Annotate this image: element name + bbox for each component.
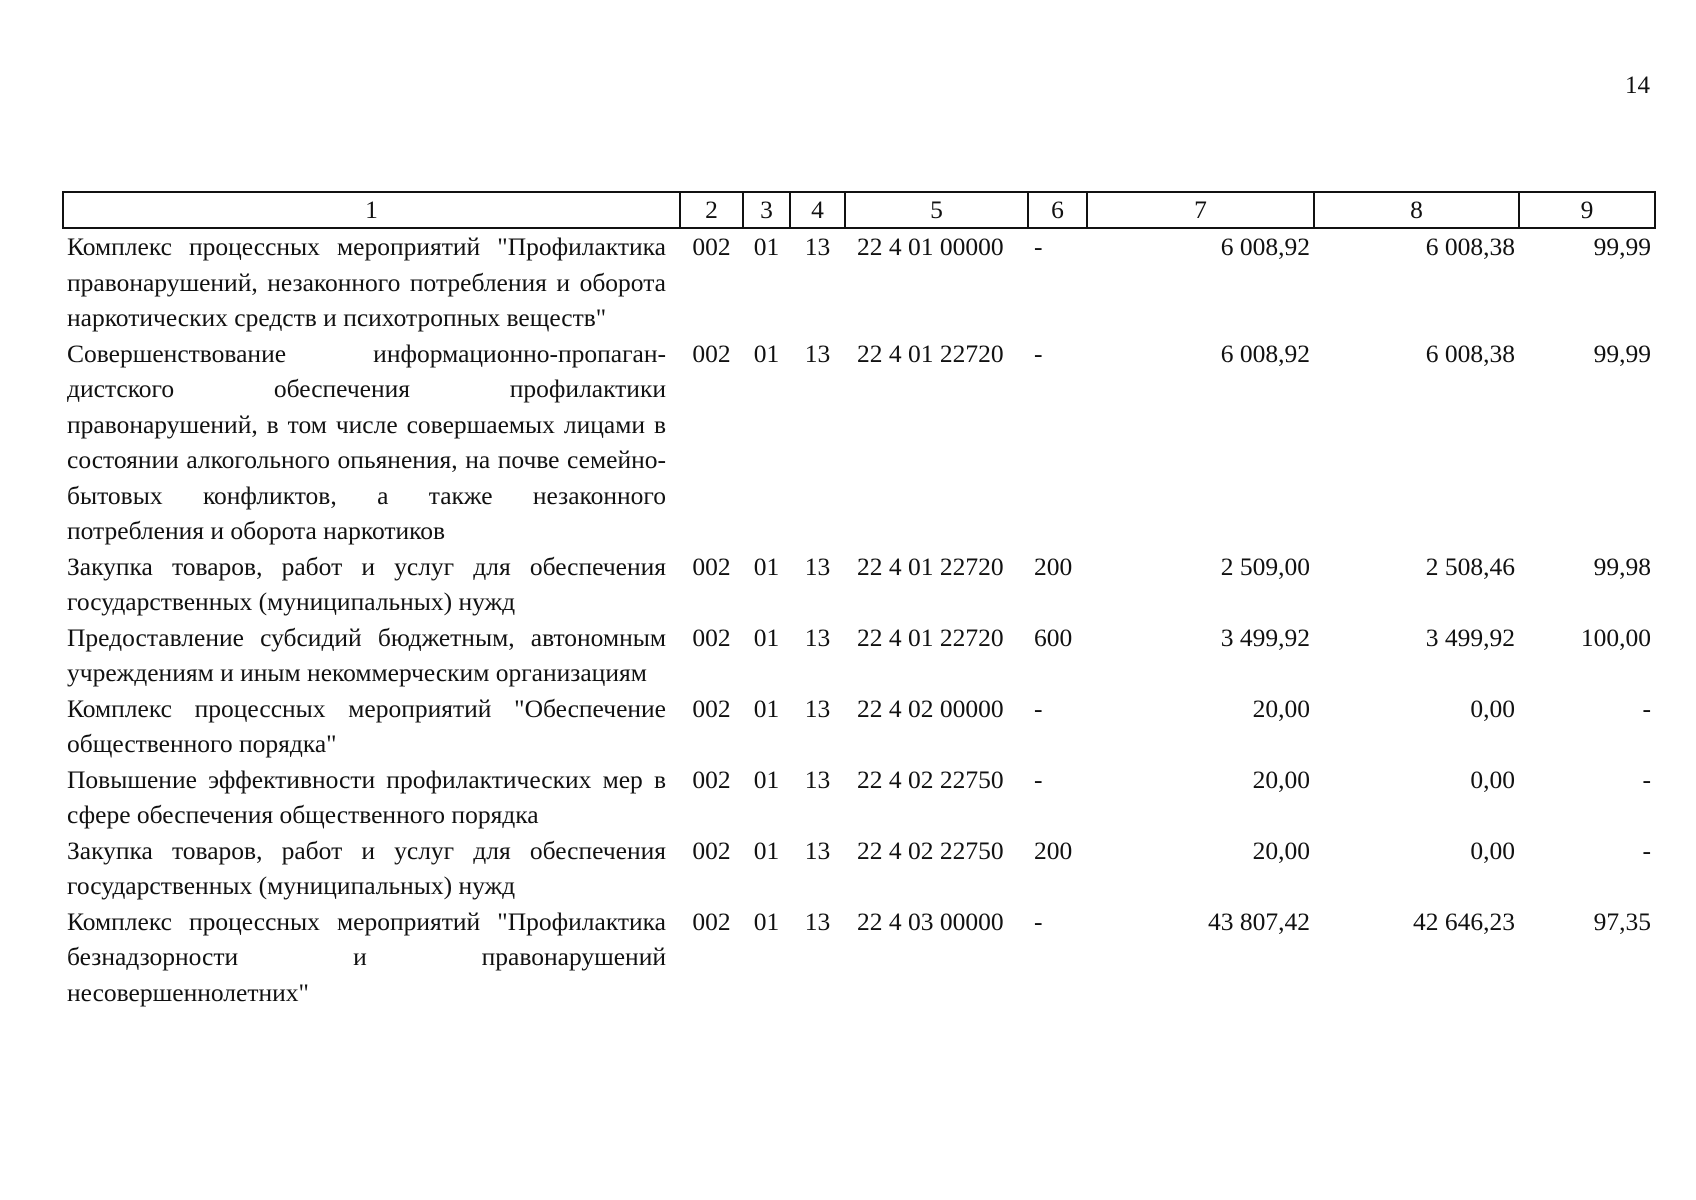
- column-header-plan: 7: [1087, 192, 1314, 228]
- row-section: 01: [753, 338, 780, 368]
- row-section: 01: [753, 551, 780, 581]
- row-grbs: 002: [692, 232, 731, 261]
- row-expense-type: 600: [1034, 622, 1073, 652]
- row-expense-type: -: [1034, 338, 1043, 368]
- row-fact: 0,00: [1470, 764, 1515, 794]
- table-row: [63, 336, 1655, 549]
- row-subsection: 13: [804, 693, 831, 723]
- row-section: 01: [753, 764, 780, 794]
- row-plan: 2 509,00: [1220, 551, 1310, 581]
- row-fact: 0,00: [1470, 835, 1515, 865]
- table-row: [63, 904, 1655, 1011]
- row-fact: 6 008,38: [1425, 338, 1515, 368]
- row-percent: 99,98: [1593, 551, 1651, 581]
- row-expense-type: -: [1034, 693, 1043, 723]
- row-fact: 6 008,38: [1425, 232, 1515, 261]
- row-name: Совершенствование информационно-пропаган-дистского обеспечения профилактики правонарушений, в том числе совершаемых лицами в состоянии алкогольного опьянения, на почве семейно-бытовых конфликтов, а также незаконного потребления и оборота наркотиков: [67, 338, 666, 545]
- table-row: [63, 762, 1655, 833]
- row-percent: 99,99: [1593, 338, 1651, 368]
- row-expense-type: -: [1034, 232, 1043, 261]
- row-percent: -: [1642, 693, 1651, 723]
- row-plan: 3 499,92: [1220, 622, 1310, 652]
- row-grbs: 002: [692, 764, 731, 794]
- row-grbs: 002: [692, 551, 731, 581]
- table-row: [63, 833, 1655, 904]
- row-percent: 97,35: [1593, 906, 1651, 936]
- row-name: Комплекс процессных мероприятий "Профилактика правонарушений, незаконного потребления и оборота наркотических средств и психотропных веществ": [67, 232, 666, 332]
- row-target-item: 22 4 02 22750: [857, 835, 1004, 865]
- table-header-row: [63, 192, 1655, 228]
- row-name: Комплекс процессных мероприятий "Профилактика безнадзорности и правонарушений несовершеннолетних": [67, 906, 666, 1007]
- row-fact: 0,00: [1470, 693, 1515, 723]
- row-plan: 43 807,42: [1208, 906, 1310, 936]
- row-subsection: 13: [804, 551, 831, 581]
- row-section: 01: [753, 693, 780, 723]
- row-target-item: 22 4 01 22720: [857, 622, 1004, 652]
- row-expense-type: 200: [1034, 551, 1073, 581]
- row-grbs: 002: [692, 622, 731, 652]
- row-target-item: 22 4 01 22720: [857, 551, 1004, 581]
- row-name: Закупка товаров, работ и услуг для обеспечения государственных (муниципальных) нужд: [67, 835, 666, 900]
- row-percent: -: [1642, 764, 1651, 794]
- row-name: Предоставление субсидий бюджетным, автономным учреждениям и иным некоммерческим организациям: [67, 622, 666, 687]
- row-section: 01: [753, 232, 780, 261]
- row-expense-type: -: [1034, 764, 1043, 794]
- budget-execution-table: [62, 191, 1656, 1010]
- row-subsection: 13: [804, 232, 831, 261]
- row-plan: 6 008,92: [1220, 338, 1310, 368]
- row-subsection: 13: [804, 906, 831, 936]
- row-grbs: 002: [692, 338, 731, 368]
- row-subsection: 13: [804, 338, 831, 368]
- row-grbs: 002: [692, 906, 731, 936]
- row-section: 01: [753, 622, 780, 652]
- row-fact: 42 646,23: [1413, 906, 1515, 936]
- column-header-percent: 9: [1519, 192, 1655, 228]
- row-target-item: 22 4 01 00000: [857, 232, 1004, 261]
- row-fact: 2 508,46: [1425, 551, 1515, 581]
- table-row: [63, 691, 1655, 762]
- row-percent: -: [1642, 835, 1651, 865]
- page-number: 14: [1625, 72, 1650, 99]
- column-header-expense-type: 6: [1028, 192, 1087, 228]
- row-section: 01: [753, 835, 780, 865]
- table-row: [63, 228, 1655, 336]
- column-header-fact: 8: [1314, 192, 1519, 228]
- row-target-item: 22 4 02 22750: [857, 764, 1004, 794]
- row-percent: 99,99: [1593, 232, 1651, 261]
- row-target-item: 22 4 01 22720: [857, 338, 1004, 368]
- column-header-grbs: 2: [680, 192, 743, 228]
- row-grbs: 002: [692, 835, 731, 865]
- row-target-item: 22 4 03 00000: [857, 906, 1004, 936]
- row-expense-type: 200: [1034, 835, 1073, 865]
- table-row: [63, 549, 1655, 620]
- row-name: Повышение эффективности профилактических мер в сфере обеспечения общественного порядка: [67, 764, 666, 829]
- column-header-subsection: 4: [790, 192, 845, 228]
- column-header-target-item: 5: [845, 192, 1028, 228]
- row-name: Комплекс процессных мероприятий "Обеспечение общественного порядка": [67, 693, 666, 758]
- row-fact: 3 499,92: [1425, 622, 1515, 652]
- column-header-name: 1: [63, 192, 680, 228]
- row-subsection: 13: [804, 835, 831, 865]
- row-plan: 6 008,92: [1220, 232, 1310, 261]
- row-plan: 20,00: [1252, 693, 1310, 723]
- row-percent: 100,00: [1580, 622, 1651, 652]
- row-plan: 20,00: [1252, 764, 1310, 794]
- row-plan: 20,00: [1252, 835, 1310, 865]
- row-section: 01: [753, 906, 780, 936]
- row-subsection: 13: [804, 622, 831, 652]
- row-subsection: 13: [804, 764, 831, 794]
- table-row: [63, 620, 1655, 691]
- row-target-item: 22 4 02 00000: [857, 693, 1004, 723]
- row-name: Закупка товаров, работ и услуг для обеспечения государственных (муниципальных) нужд: [67, 551, 666, 616]
- column-header-section: 3: [743, 192, 790, 228]
- row-expense-type: -: [1034, 906, 1043, 936]
- row-grbs: 002: [692, 693, 731, 723]
